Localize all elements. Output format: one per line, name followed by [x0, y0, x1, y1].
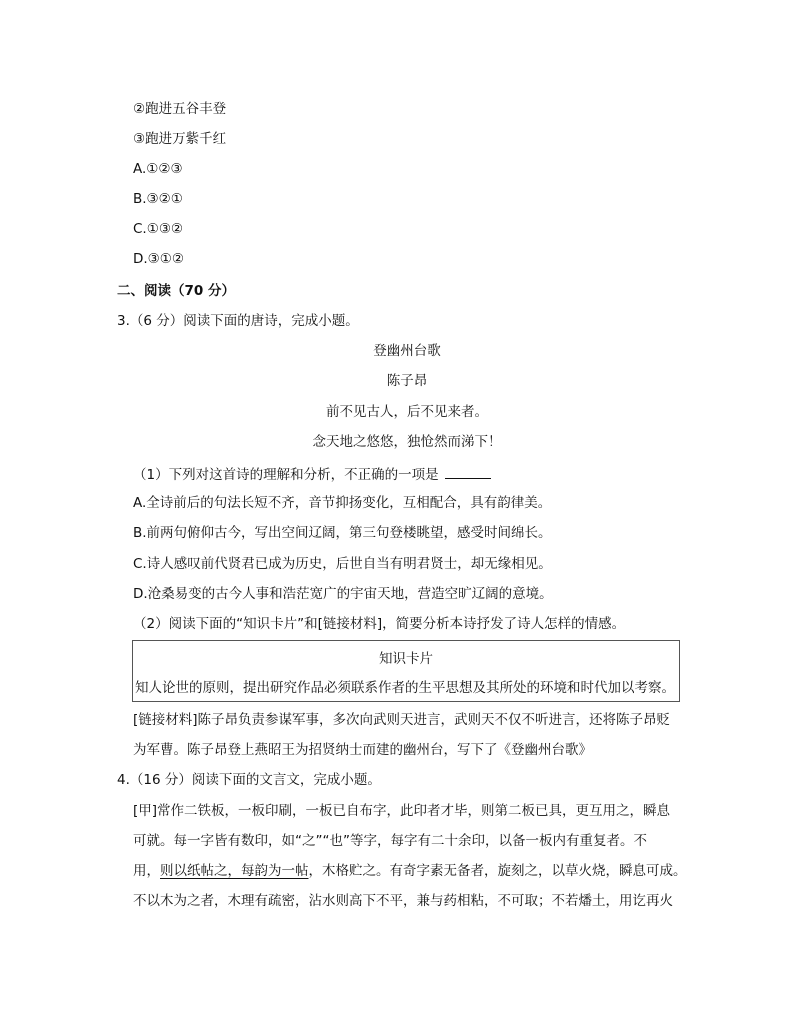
link-material-line-2: 为军曹。陈子昂登上燕昭王为招贤纳士而建的幽州台，写下了《登幽州台歌》 [133, 742, 592, 758]
choice-b: B.③②① [133, 191, 183, 207]
passage-line-3 [133, 862, 687, 880]
choice-a: A.①②③ [133, 161, 183, 177]
link-material-line-1: [链接材料]陈子昂负责参谋军事，多次向武则天进言，武则天不仅不听进言，还将陈子昂贬 [133, 712, 671, 728]
option-item-2: ②跑进五谷丰登 [133, 101, 227, 117]
passage-line-2: 可就。每一字皆有数印，如“之”“也”等字，每字有二十余印，以备一板内有重复者。不 [133, 833, 647, 849]
sub-question-1 [133, 464, 491, 484]
passage-line-1: [甲]常作二铁板，一板印刷，一板已自布字，此印者才毕，则第二板已具，更互用之，瞬息 [133, 803, 671, 819]
question-4-intro: 4.（16 分）阅读下面的文言文，完成小题。 [117, 772, 381, 788]
choice-c: C.①③② [133, 221, 184, 237]
underlined-phrase: 则以纸帖之，每韵为一帖 [160, 863, 309, 879]
sub1-choice-c: C.诗人感叹前代贤君已成为历史，后世自当有明君贤士，却无缘相见。 [133, 556, 552, 572]
choice-d: D.③①② [133, 251, 184, 267]
section-heading-reading: 二、阅读（70 分） [117, 283, 235, 299]
sub1-choice-d: D.沧桑易变的古今人事和浩茫宽广的宇宙天地，营造空旷辽阔的意境。 [133, 586, 553, 602]
poem-author: 陈子昂 [386, 373, 428, 389]
option-item-3: ③跑进万紫千红 [133, 131, 227, 147]
knowledge-card-text: 知人论世的原则，提出研究作品必须联系作者的生平思想及其所处的环境和时代加以考察。 [135, 680, 675, 696]
knowledge-card [132, 640, 680, 702]
passage-line-3-post: ，木格贮之。有奇字素无备者，旋刻之，以草火烧，瞬息可成。 [308, 863, 687, 879]
poem-line-1: 前不见古人，后不见来者。 [326, 404, 488, 420]
poem-title: 登幽州台歌 [373, 343, 441, 359]
sub1-choice-b: B.前两句俯仰古今，写出空间辽阔，第三句登楼眺望，感受时间绵长。 [133, 525, 552, 541]
sub-question-1-prompt: （1）下列对这首诗的理解和分析，不正确的一项是 [133, 467, 439, 483]
sub-question-2: （2）阅读下面的“知识卡片”和[链接材料]，简要分析本诗抒发了诗人怎样的情感。 [133, 616, 626, 632]
passage-line-3-pre: 用， [133, 863, 160, 879]
sub1-choice-a: A.全诗前后的句法长短不齐，音节抑扬变化，互相配合，具有韵律美。 [133, 495, 552, 511]
knowledge-card-title: 知识卡片 [379, 651, 433, 667]
answer-blank[interactable] [445, 464, 491, 479]
passage-line-4: 不以木为之者，木理有疏密，沾水则高下不平，兼与药相粘，不可取；不若燔土，用讫再火 [133, 893, 673, 909]
poem-line-2: 念天地之悠悠，独怆然而涕下！ [312, 434, 502, 450]
question-3-intro: 3.（6 分）阅读下面的唐诗，完成小题。 [117, 313, 359, 329]
